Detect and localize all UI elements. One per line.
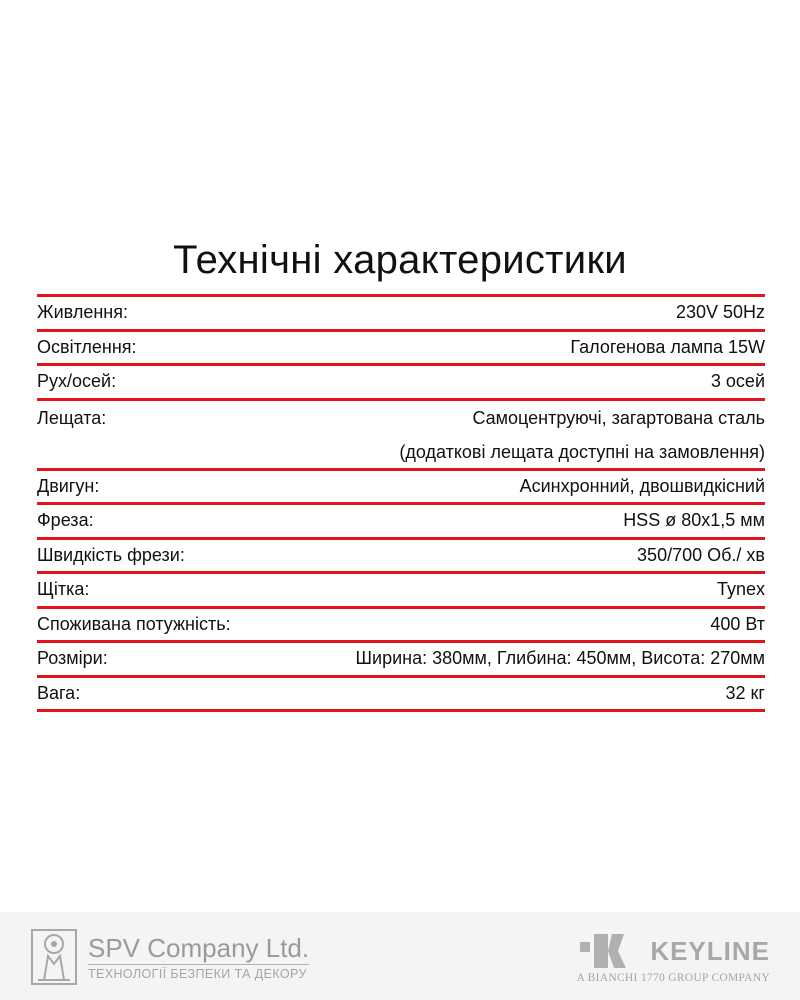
spec-label: Лещата: [37,407,107,428]
spec-label: Вага: [37,682,81,703]
spec-value: Асинхронний, двошвидкісний [519,475,765,496]
spec-row-brush [37,574,765,606]
keyline-top [577,932,771,970]
spec-value-note: (додаткові лещата доступні на замовлення) [399,441,765,462]
spec-row-dimensions [37,643,765,675]
spv-emblem-icon [30,928,78,986]
keyline-brand [577,932,771,984]
spec-row-consumption [37,609,765,641]
spv-company-name: SPV Company Ltd. [88,932,310,963]
spec-value: 400 Вт [710,613,765,634]
spec-label: Розміри: [37,648,108,669]
spec-label: Швидкість фрези: [37,544,185,565]
spec-table [37,294,765,712]
footer [0,912,800,1000]
spec-row-power [37,297,765,329]
keyline-mark-icon [578,932,642,970]
spec-row-cutter-speed [37,540,765,572]
spec-label: Щітка: [37,579,90,600]
spec-label: Споживана потужність: [37,613,231,634]
spec-value: Ширина: 380мм, Глибина: 450мм, Висота: 270мм [355,648,765,669]
spec-row-vise [37,401,765,468]
spec-row-lighting [37,332,765,364]
keyline-tagline: A BIANCHI 1770 GROUP COMPANY [576,972,770,984]
spec-row-motor [37,471,765,503]
spv-text [88,934,309,981]
spv-brand [30,928,309,986]
spec-row-cutter [37,505,765,537]
spec-value: 230V 50Hz [675,302,765,323]
spec-value: 350/700 Об./ хв [637,544,765,565]
spec-label: Фреза: [37,510,94,531]
spec-label: Рух/осей: [37,371,117,392]
page-title: Технічні характеристики [173,238,627,282]
spec-value: 32 кг [725,682,765,703]
keyline-name: KEYLINE [650,935,770,966]
spec-row-weight [37,678,765,710]
spec-value: Самоцентруючі, загартована сталь [472,407,765,428]
spec-label: Двигун: [37,475,100,496]
divider [37,709,765,712]
spec-label: Живлення: [37,302,128,323]
spv-tagline: ТЕХНОЛОГІЇ БЕЗПЕКИ ТА ДЕКОРУ [88,964,309,981]
spec-value: Tynex [716,579,765,600]
spec-row-axes [37,366,765,398]
spec-value: 3 осей [710,371,765,392]
spec-label: Освітлення: [37,336,137,357]
spec-value: HSS ø 80x1,5 мм [623,510,765,531]
spec-value-group [399,401,765,469]
spec-value: Галогенова лампа 15W [570,336,765,357]
